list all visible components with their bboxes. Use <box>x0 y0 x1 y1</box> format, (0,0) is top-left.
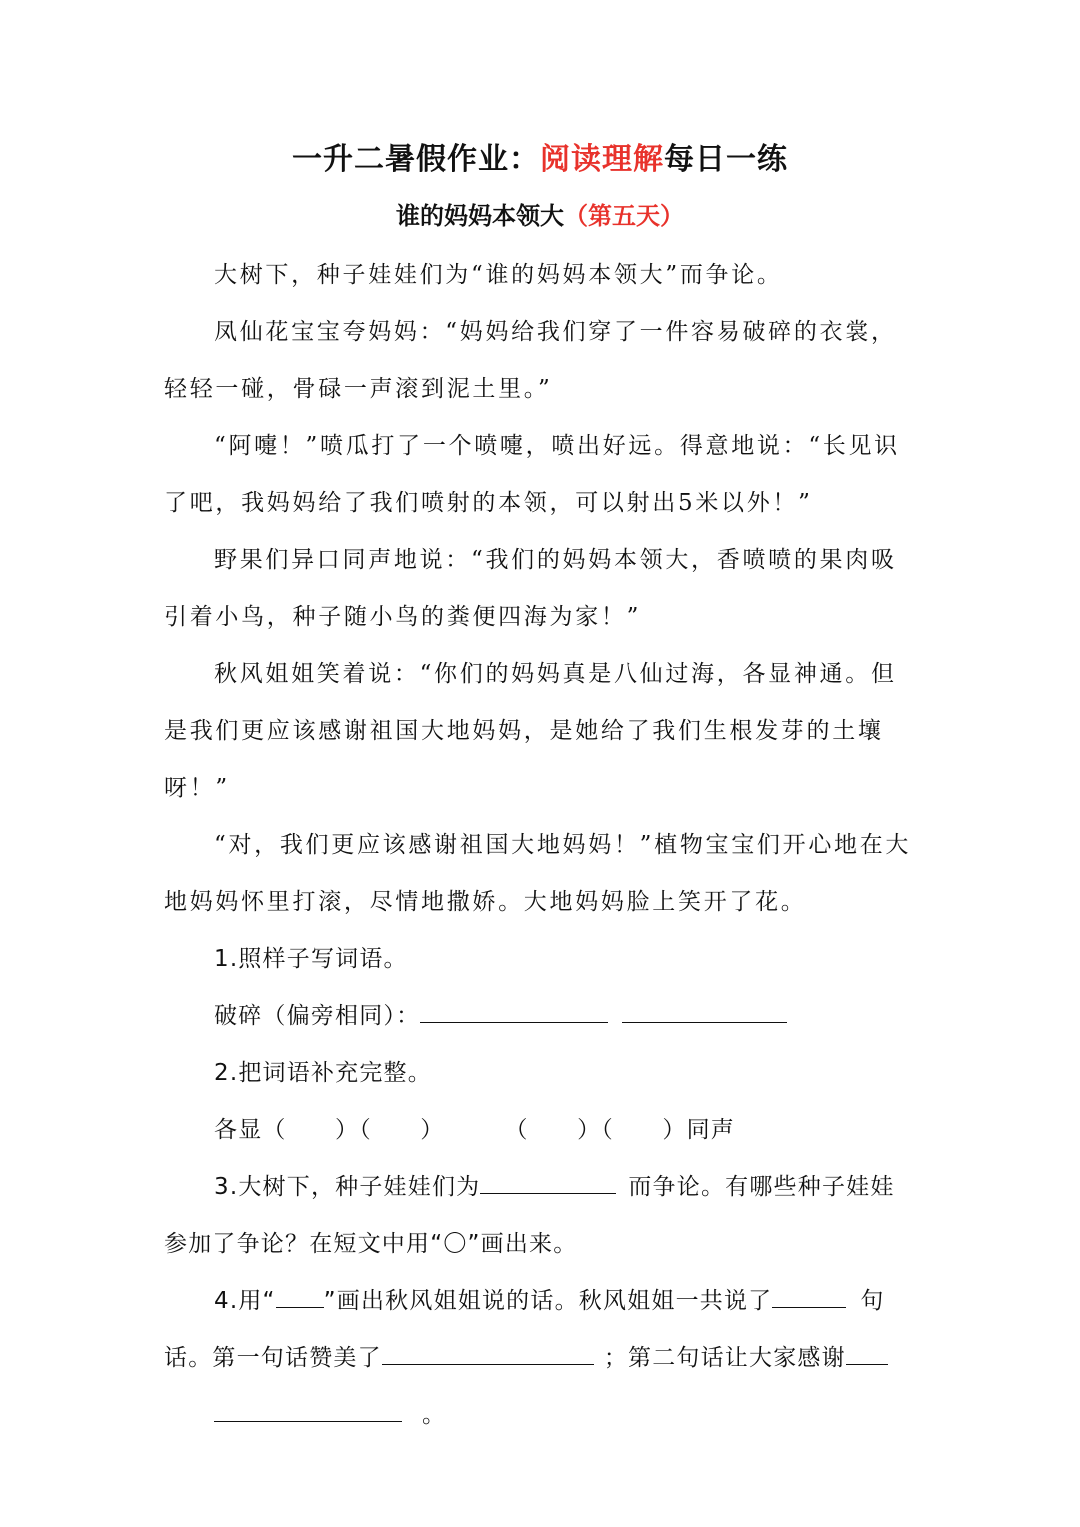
question-1-line <box>164 988 916 1045</box>
story-name: 谁的妈妈本领大 <box>396 202 564 230</box>
passage-body <box>164 247 916 1444</box>
question-1-label: 破碎（偏旁相同）： <box>214 1003 421 1029</box>
answer-blank-4d[interactable] <box>214 1401 402 1422</box>
answer-blank-4b[interactable] <box>382 1344 594 1365</box>
page-title <box>0 138 1080 182</box>
story-title <box>0 196 1080 236</box>
passage-paragraph-6: “对，我们更应该感谢祖国大地妈妈！”植物宝宝们开心地在大地妈妈怀里打滚，尽情地撒娇。大地妈妈脸上笑开了花。 <box>164 832 912 915</box>
question-4 <box>164 1273 916 1444</box>
question-3-text-a: 3.大树下，种子娃娃们为 <box>214 1174 481 1200</box>
passage-paragraph-5: 秋风姐姐笑着说：“你们的妈妈真是八仙过海，各显神通。但是我们更应该感谢祖国大地妈妈，是她给了我们生根发芽的土壤呀！” <box>164 661 897 801</box>
answer-blank-1b[interactable] <box>622 1002 787 1023</box>
answer-blank-1a[interactable] <box>420 1002 608 1023</box>
question-4-text-a: 4.用“ <box>214 1288 276 1314</box>
answer-blank-4a[interactable] <box>772 1287 846 1308</box>
answer-blank-4c[interactable] <box>846 1344 888 1365</box>
question-3 <box>164 1159 916 1273</box>
question-4-end: 。 <box>422 1402 447 1428</box>
title-prefix: 一升二暑假作业： <box>292 142 540 177</box>
question-2-line <box>164 1102 916 1159</box>
question-4-text-d: ；第二句话让大家感谢 <box>603 1345 846 1371</box>
question-3-text-b: 而争论。有哪些种子娃娃参加了争论？在短文中用“〇”画出来。 <box>164 1174 895 1257</box>
title-highlight: 阅读理解 <box>540 142 664 177</box>
question-4-text-c: 句话。第一句话赞美了 <box>164 1288 885 1371</box>
idiom-2: （ ）（ ）同声 <box>504 1117 735 1143</box>
question-4-text-b: ”画出秋风姐姐说的话。秋风姐姐一共说了 <box>323 1288 773 1314</box>
underline-sample <box>276 1287 324 1308</box>
answer-blank-3[interactable] <box>480 1173 616 1194</box>
passage-paragraph-3: “阿嚏！”喷瓜打了一个喷嚏，喷出好远。得意地说：“长见识了吧，我妈妈给了我们喷射的本领，可以射出5米以外！” <box>164 433 900 516</box>
idiom-1: 各显（ ）（ ） <box>214 1117 445 1143</box>
passage-paragraph-2: 凤仙花宝宝夸妈妈：“妈妈给我们穿了一件容易破碎的衣裳，轻轻一碰，骨碌一声滚到泥土里。” <box>164 319 897 402</box>
question-1-title: 1.照样子写词语。 <box>214 946 408 972</box>
passage-paragraph-1: 大树下，种子娃娃们为“谁的妈妈本领大”而争论。 <box>214 262 783 288</box>
day-label: （第五天） <box>564 202 684 230</box>
question-2-title: 2.把词语补充完整。 <box>214 1060 432 1086</box>
passage-paragraph-4: 野果们异口同声地说：“我们的妈妈本领大，香喷喷的果肉吸引着小鸟，种子随小鸟的粪便四海为家！” <box>164 547 897 630</box>
title-suffix: 每日一练 <box>664 142 788 177</box>
